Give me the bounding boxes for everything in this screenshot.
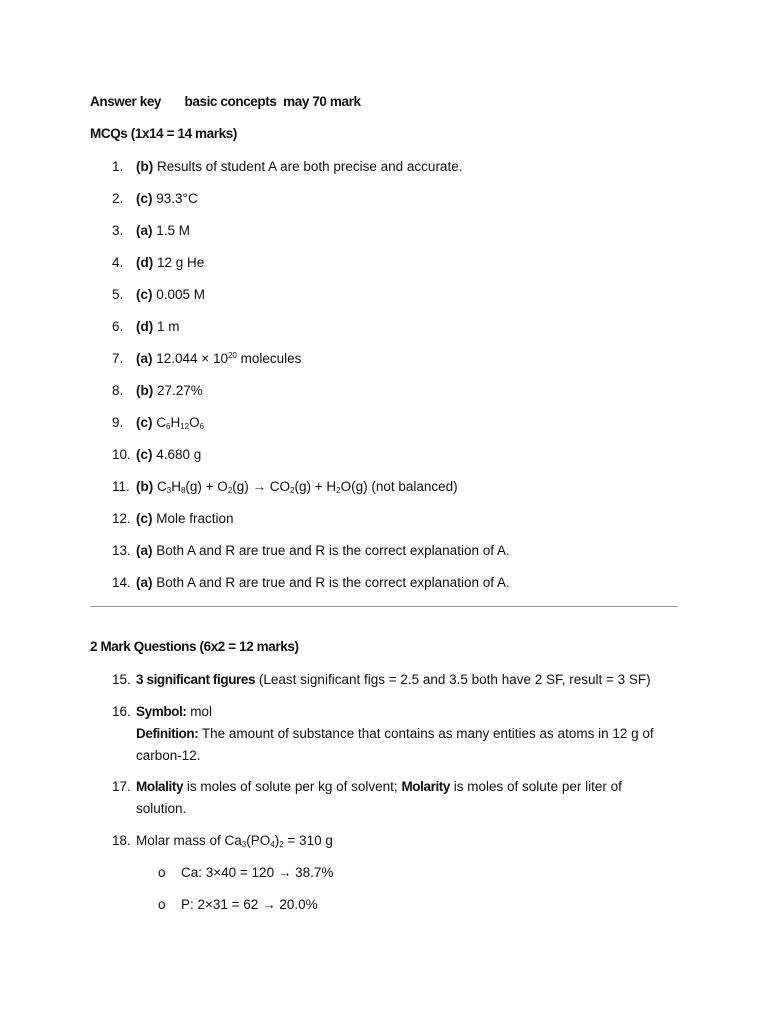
mcq-item-2 <box>112 188 672 210</box>
answer-option: (b) <box>136 479 154 494</box>
answer-text: 0.005 M <box>156 287 206 302</box>
item-number: 15. <box>112 672 131 687</box>
molarity-text: is moles of solute per liter of solution. <box>136 779 622 816</box>
answer-option: (c) <box>136 511 153 526</box>
mcq-item-6 <box>112 316 672 338</box>
mcq-item-10 <box>112 444 672 466</box>
mcq-section-heading: MCQs (1x14 = 14 marks) <box>90 126 237 141</box>
mcq-item-12 <box>112 508 672 530</box>
molar-mass-value: = 310 g <box>287 833 333 848</box>
item-number: 8. <box>112 383 124 398</box>
document-title: Answer key <box>90 94 162 109</box>
answer-text: Both A and R are true and R is the correct explanation of A. <box>156 575 510 590</box>
exponent: 20 <box>227 351 237 360</box>
answer-option: (a) <box>136 543 153 558</box>
answer-option: (d) <box>136 319 154 334</box>
answer-option: (b) <box>136 383 154 398</box>
item-number: 5. <box>112 287 124 302</box>
symbol-label: Symbol: <box>136 704 187 719</box>
answer-option: (c) <box>136 447 153 462</box>
item-number: 7. <box>112 351 124 366</box>
answer-text: Results of student A are both precise and accurate. <box>157 159 463 174</box>
item-number: 2. <box>112 191 124 206</box>
definition-text: The amount of substance that contains as many entities as atoms in 12 g of carbon-12. <box>136 726 654 763</box>
answer-option: (a) <box>136 223 153 238</box>
item-number: 4. <box>112 255 124 270</box>
answer-text: 12 g He <box>157 255 205 270</box>
two-mark-section-heading: 2 Mark Questions (6x2 = 12 marks) <box>90 639 299 654</box>
mcq-item-4 <box>112 252 672 274</box>
answer-text: 4.680 g <box>156 447 202 462</box>
mcq-item-7 <box>112 348 672 370</box>
mcq-item-5 <box>112 284 672 306</box>
bullet-text: Ca: 3×40 = 120 → 38.7% <box>181 865 334 880</box>
mcq-item-9 <box>112 412 672 434</box>
item-number: 11. <box>112 479 130 494</box>
mcq-item-11 <box>112 476 672 498</box>
symbol-value: mol <box>190 704 212 719</box>
document-header <box>90 94 361 109</box>
definition-label: Definition: <box>136 726 199 741</box>
item-number: 1. <box>112 159 124 174</box>
item-number: 3. <box>112 223 124 238</box>
item-number: 12. <box>112 511 131 526</box>
item-number: 6. <box>112 319 124 334</box>
answer-text: 93.3°C <box>156 191 198 206</box>
chemical-formula: $C_6H_{12}O_6$ <box>156 415 205 431</box>
mcq-item-13 <box>112 540 672 562</box>
answer-option: (a) <box>136 351 153 366</box>
answer-text: 12.044 × 10 <box>156 351 228 366</box>
molarity-term: Molarity <box>401 779 451 794</box>
answer-text: (Least significant figs = 2.5 and 3.5 both have 2 SF, result = 3 SF) <box>258 672 651 687</box>
bullet-text: P: 2×31 = 62 → 20.0% <box>181 897 318 912</box>
question-18: 18. Molar mass of $Ca_3(PO_4)_2 = 310$ g <box>112 830 672 852</box>
item-number: 14. <box>112 575 131 590</box>
answer-text: Mole fraction <box>156 511 234 526</box>
answer-option: (c) <box>136 415 153 430</box>
section-divider <box>90 606 678 607</box>
answer-text: 1.5 M <box>156 223 191 238</box>
answer-option: (b) <box>136 159 154 174</box>
item-number: 9. <box>112 415 124 430</box>
molality-term: Molality <box>136 779 184 794</box>
answer-option: (c) <box>136 191 153 206</box>
answer-option: (a) <box>136 575 153 590</box>
answer-key-term: 3 significant figures <box>136 672 256 687</box>
bullet-item-ca <box>158 862 333 884</box>
molality-text: is moles of solute per kg of solvent; <box>186 779 398 794</box>
item-number: 10. <box>112 447 131 462</box>
bullet-item-p <box>158 894 318 916</box>
question-16 <box>112 701 672 767</box>
mcq-item-14 <box>112 572 672 594</box>
answer-text: Both A and R are true and R is the correct explanation of A. <box>156 543 510 558</box>
bullet-marker: o <box>158 897 166 912</box>
question-17 <box>112 776 672 820</box>
document-subtitle: basic concepts may 70 mark <box>184 94 361 109</box>
item-number: 16. <box>112 704 131 719</box>
answer-text: 1 m <box>157 319 180 334</box>
mcq-item-3 <box>112 220 672 242</box>
item-number: 13. <box>112 543 131 558</box>
mcq-item-8 <box>112 380 672 402</box>
item-number: 17. <box>112 779 131 794</box>
answer-option: (d) <box>136 255 154 270</box>
bullet-marker: o <box>158 865 166 880</box>
answer-text: Molar mass of Ca <box>136 833 242 848</box>
mcq-item-1 <box>112 156 672 178</box>
question-15 <box>112 669 672 691</box>
item-number: 18. <box>112 833 131 848</box>
answer-option: (c) <box>136 287 153 302</box>
chemical-equation: $C_3H_8(g) + O_2(g) \to CO_2(g) + H_2O(g)$ (not balanced) <box>157 479 458 495</box>
answer-text: 27.27% <box>157 383 203 398</box>
answer-text-unit: molecules <box>240 351 302 366</box>
